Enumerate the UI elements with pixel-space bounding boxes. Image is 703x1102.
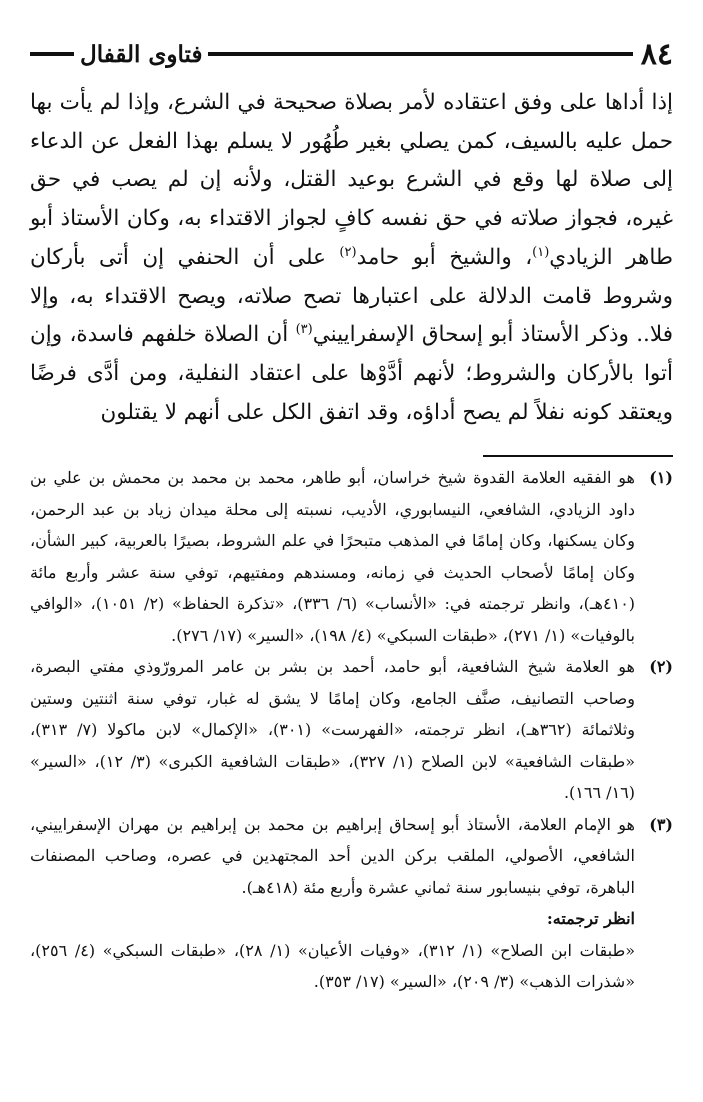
footnote-body [30, 809, 635, 998]
footnote-text: هو العلامة شيخ الشافعية، أبو حامد، أحمد بن بشر بن عامر المرورّوذي مفتي البصرة، وصاحب التصانيف، صنَّف الجامع، وكان إمامًا لا يشق له غبار، توفي سنة اثنتين وستين وثلاثمائة (٣٦٢هـ)، انظر ترجمته، «الفهرست» (٣٠١)، «الإكمال» لابن ماكولا (٧/ ٣١٣)، «طبقات الشافعية» لابن الصلاح (١/ ٣٢٧)، «طبقات الشافعية الكبرى» (٣/ ١٢)، «السير» (١٦/ ١٦٦). [30, 657, 636, 802]
header-rule [208, 52, 632, 56]
footnote-number: (٢) [649, 657, 673, 676]
footnote-separator [483, 455, 673, 457]
footnote-text: هو الفقيه العلامة القدوة شيخ خراسان، أبو طاهر، محمد بن محمد بن محمش بن علي بن داود الزيادي، الشافعي، النيسابوري، الأديب، نسبته إلى محلة ميدان زياد بن عبد الرحمن، وكان يسكنها، وكان إمامًا في المذهب متبحرًا في علم الشروط، بصيرًا بالعربية، كبير الشأن، وكان إمامًا لأصحاب الحديث في زمانه، ومسندهم ومفتيهم، توفي سنة عشر وأربع مائة (٤١٠هـ)، وانظر ترجمته في: «الأنساب» (٦/ ٣٣٦)، «تذكرة الحفاظ» (٢/ ١٠٥١)، «الوافي بالوفيات» (١/ ٢٧١)، «طبقات السبكي» (٤/ ١٩٨)، «السير» (١٧/ ٢٧٦). [30, 468, 636, 645]
footnote-references: «طبقات ابن الصلاح» (١/ ٣١٢)، «وفيات الأعيان» (١/ ٢٨)، «طبقات السبكي» (٤/ ٢٥٦)، «شذرات الذهب» (٣/ ٢٠٩)، «السير» (١٧/ ٣٥٣). [30, 940, 635, 991]
header-rule-end [30, 52, 74, 56]
footnote-ref-2: (٢) [339, 244, 357, 260]
page-number: ٨٤ [640, 36, 673, 72]
main-paragraph [30, 84, 673, 432]
footnote-text: هو الإمام العلامة، الأستاذ أبو إسحاق إبراهيم بن محمد بن إبراهيم بن مهران الإسفراييني، الشافعي، الأصولي، الملقب بركن الدين أحد المجتهدين في عصره، وصاحب المصنفات الباهرة، توفي بنيسابور سنة ثماني عشرة وأربع مئة (٤١٨هـ). [30, 814, 635, 897]
footnote-number: (٣) [649, 814, 673, 834]
footnote-3 [30, 809, 673, 998]
main-text [30, 84, 673, 432]
main-text-part-2: ، والشيخ أبو حامد [356, 244, 533, 270]
footnote-ref-3: (٣) [295, 322, 313, 338]
footnote-number: (١) [649, 468, 673, 487]
main-text-part-4: أن الصلاة خلفهم فاسدة، وإن أتوا بالأركان والشروط؛ لأنهم أدَّوْها على اعتقاد النفلية، ومن أدَّى فرضًا ويعتقد كونه نفلاً لم يصح أداؤه، وقد اتفق الكل على أنهم لا يقتلون [30, 322, 673, 425]
footnote-2 [30, 651, 673, 809]
main-text-part-3: على أن الحنفي إن أتى بأركان وشروط قامت الدلالة على اعتبارها تصح صلاته، ويصح الاقتداء به، وإلا فلا.. وذكر الأستاذ أبو إسحاق الإسفراييني [30, 244, 673, 348]
main-text-part-1: إذا أداها على وفق اعتقاده لأمر بصلاة صحيحة في الشرع، وإذا لم يأت بها حمل عليه بالسيف، كمن يصلي بغير طُهُور لا يسلم بهذا الفعل عن الدعاء إلى صلاة لها وقع في الشرع بوعيد القتل، ولأنه إن لم يصب في حق غيره، فجواز صلاته في حق نفسه كافٍ لجواز الاقتداء به، وكان الأستاذ أبو طاهر الزيادي [30, 90, 673, 270]
page-header [30, 34, 673, 74]
footnote-subheading: انظر ترجمته: [546, 909, 635, 928]
footnote-ref-1: (١) [532, 244, 550, 260]
footnotes [30, 462, 673, 998]
footnote-1 [30, 462, 673, 651]
running-title: فتاوى القفال [80, 40, 203, 68]
